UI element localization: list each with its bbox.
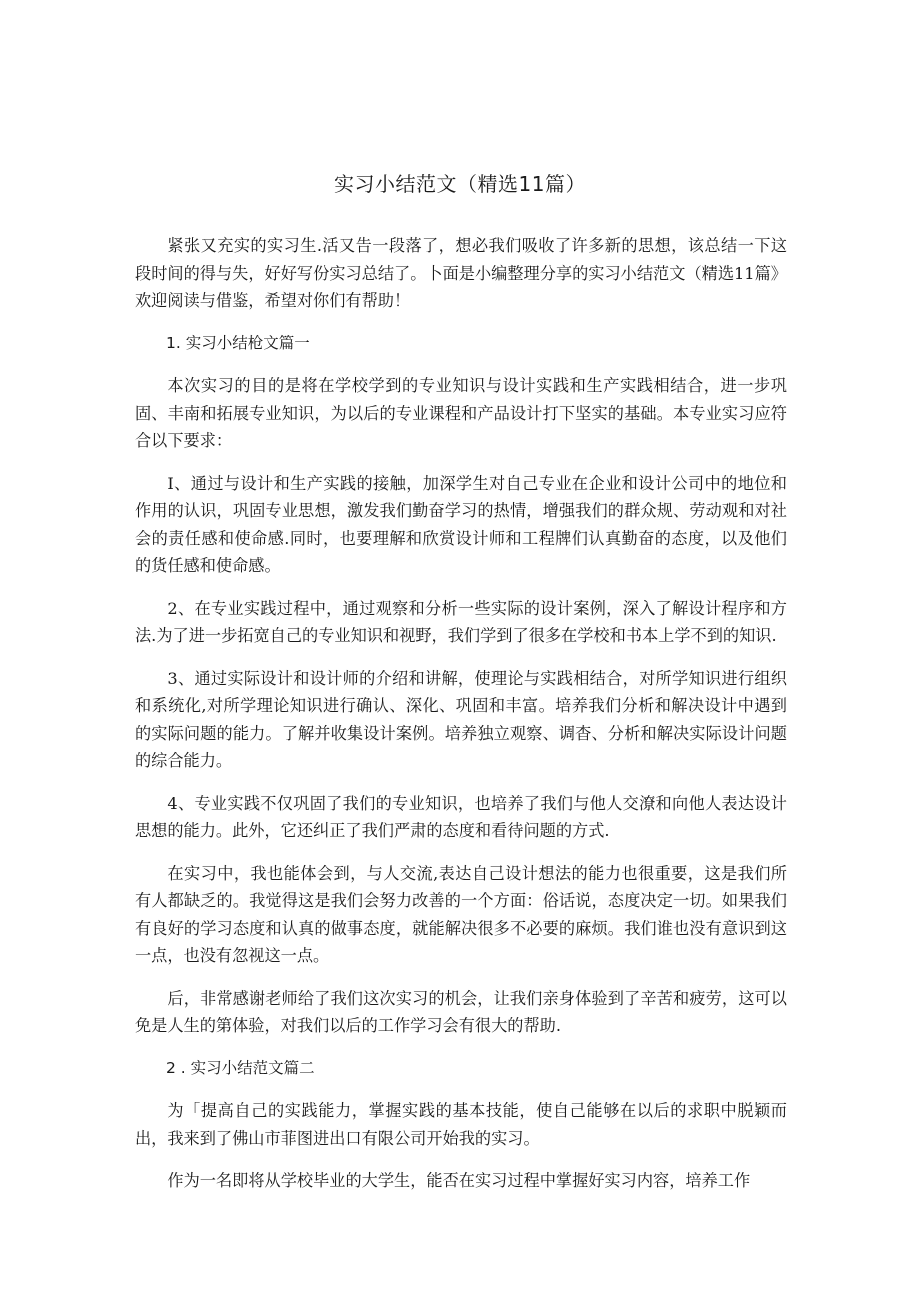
body-paragraph: 2、在专业实践过程中，通过观察和分析一些实际的设计案例，深入了解设计程序和方法.为了进一步拓宽自己的专业知识和视野，我们学到了很多在学校和书本上学不到的知识. xyxy=(135,598,787,645)
body-paragraph: 3、通过实际设计和设计师的介绍和讲解，使理论与实践相结合，对所学知识进行组织和系统化,对所学理论知识进行确认、深化、巩固和丰富。培养我们分析和解决设计中遇到的实际问题的能力。了解并收集设计案例。培养独立观察、调杳、分析和解决实际设计问题的综合能力。 xyxy=(135,668,787,770)
body-paragraph: 为「提高自己的实践能力，掌握实践的基本技能，使自己能够在以后的求职中脱颖而出，我来到了佛山市菲图进出口有限公司开始我的实习。 xyxy=(135,1101,787,1148)
body-paragraph: 在实习中，我也能体会到，与人交流,表达自己设计想法的能力也很重要，这是我们所有人都缺乏的。我觉得这是我们会努力改善的一个方面：俗话说，态度决定一切。如果我们有良好的学习态度和认真的做事态度，就能解决很多不必要的麻烦。我们谁也没有意识到这一点，也没有忽视这一点。 xyxy=(135,863,787,965)
body-paragraph: 作为一名即将从学校毕业的大学生，能否在实习过程中掌握好实习内容，培养工作 xyxy=(167,1171,751,1190)
document-body xyxy=(135,232,787,1210)
intro-paragraph: 紧张又充实的实习生.活又告一段落了，想必我们吸收了许多新的思想，该总结一下这段时间的得与失，好好写份实习总结了。卜面是小编整理分享的实习小结范文（精选11篇》欢迎阅读与借鉴，希望对你们有帮助！ xyxy=(135,236,787,310)
body-paragraph: 4、专业实践不仅巩固了我们的专业知识，也培养了我们与他人交潦和向他人表达设计思想的能力。此外，它还纠正了我们严肃的态度和看待问题的方式. xyxy=(135,793,787,840)
body-paragraph: I、通过与设计和生产实践的接触，加深学生对自己专业在企业和设计公司中的地位和作用的认识，巩固专业思想，激发我们勤奋学习的热情，增强我们的群众规、劳动观和对社会的责任感和使命感.同时，也要理解和欣赏设计师和工程牌们认真勤奋的态度，以及他们的货任感和使命感。 xyxy=(135,473,787,575)
section-heading-2: 2 . 实习小结范文篇二 xyxy=(166,1058,315,1077)
section-heading-1: 1. 实习小结枪文篇一 xyxy=(166,333,310,352)
document-title: 实习小结范文（精选11篇） xyxy=(334,172,586,196)
body-paragraph: 后，非常感谢老师给了我们这次实习的机会，让我们亲身体验到了辛苦和疲劳，这可以免是人生的第体验，对我们以后的工作学习会有很大的帮助. xyxy=(135,988,787,1035)
body-paragraph: 本次实习的目的是将在学校学到的专业知识与设计实践和生产实践相结合，进一步巩固、丰南和拓展专业知识，为以后的专业课程和产品设计打下坚实的基础。本专业实习应符合以下要求： xyxy=(135,376,787,450)
